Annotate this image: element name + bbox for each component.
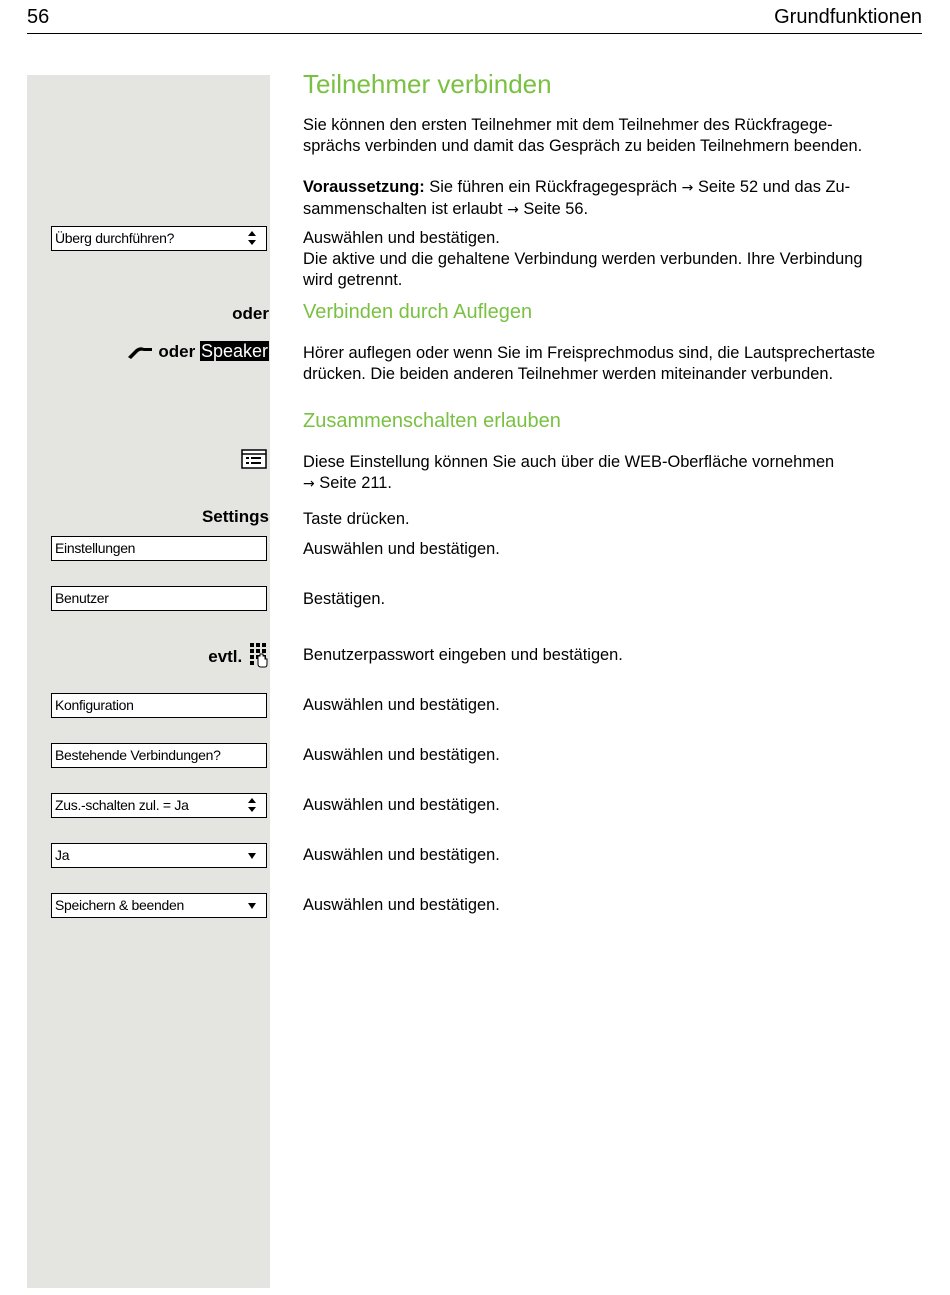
subheading-zusammenschalten: Zusammenschalten erlauben <box>303 410 561 432</box>
evtl-keypad <box>208 642 269 668</box>
arrow-icon: → <box>507 202 519 218</box>
step-line: Die aktive und die gehaltene Verbindung werden verbunden. Ihre Verbindung <box>303 250 863 268</box>
step-line: Diese Einstellung können Sie auch über die WEB-Oberfläche vornehmen <box>303 453 835 471</box>
down-arrow-icon <box>248 903 256 909</box>
updown-arrow-icon <box>248 798 256 812</box>
evtl-label: evtl. <box>208 647 243 666</box>
step-text <box>303 228 923 291</box>
prerequisite-text: Seite 56. <box>518 200 589 218</box>
menu-option-label: Speichern & beenden <box>55 897 184 913</box>
menu-option-label: Einstellungen <box>55 540 136 556</box>
down-arrow-icon <box>248 853 256 859</box>
menu-option-uberg-durchfuehren[interactable] <box>51 226 267 251</box>
updown-arrow-icon <box>248 231 256 245</box>
subheading-verbinden: Verbinden durch Auflegen <box>303 301 533 323</box>
intro-line: sprächs verbinden und damit das Gespräch zu beiden Teilnehmern beenden. <box>303 137 863 155</box>
menu-option-benutzer[interactable] <box>51 586 267 611</box>
prerequisite-text: sammenschalten ist erlaubt <box>303 200 508 218</box>
menu-option-label: Benutzer <box>55 590 109 606</box>
page-heading: Teilnehmer verbinden <box>303 69 552 99</box>
oder-label: oder <box>158 342 196 361</box>
step-text: Benutzerpasswort eingeben und bestätigen. <box>303 646 623 664</box>
hangup-or-speaker <box>126 341 269 362</box>
menu-option-label: Ja <box>55 847 70 863</box>
prerequisite-text: Seite 52 und das Zu- <box>693 178 851 196</box>
prerequisite-label: Voraussetzung: <box>303 178 425 196</box>
step-text: Auswählen und bestätigen. <box>303 540 500 558</box>
settings-key[interactable]: Settings <box>201 507 269 526</box>
oder-label: oder <box>232 304 269 323</box>
arrow-icon: → <box>303 476 315 492</box>
menu-option-einstellungen[interactable] <box>51 536 267 561</box>
page-number: 56 <box>27 6 50 28</box>
step-text: Bestätigen. <box>303 590 386 608</box>
hangup-paragraph <box>303 343 923 385</box>
prerequisite-paragraph <box>303 177 923 221</box>
menu-option-ja[interactable] <box>51 843 267 868</box>
header-rule <box>27 33 922 34</box>
step-line: Hörer auflegen oder wenn Sie im Freisprechmodus sind, die Lautsprechertaste <box>303 344 876 362</box>
step-line: wird getrennt. <box>303 271 403 289</box>
menu-option-bestehende-verbindungen[interactable] <box>51 743 267 768</box>
menu-option-label: Zus.-schalten zul. = Ja <box>55 797 189 813</box>
menu-option-konfiguration[interactable] <box>51 693 267 718</box>
step-text: Auswählen und bestätigen. <box>303 696 500 714</box>
step-text: Auswählen und bestätigen. <box>303 746 500 764</box>
menu-option-label: Überg durchführen? <box>55 230 175 246</box>
step-line: Seite 211. <box>314 474 392 492</box>
web-paragraph <box>303 452 923 495</box>
menu-option-label: Konfiguration <box>55 697 134 713</box>
keypad-icon[interactable] <box>249 642 269 668</box>
intro-paragraph <box>303 115 923 157</box>
prerequisite-text: Sie führen ein Rückfragegespräch <box>424 178 682 196</box>
step-line: Auswählen und bestätigen. <box>303 229 500 247</box>
step-text: Auswählen und bestätigen. <box>303 846 500 864</box>
arrow-icon: → <box>681 180 694 196</box>
step-line: drücken. Die beiden anderen Teilnehmer werden miteinander verbunden. <box>303 365 833 383</box>
handset-hangup-icon <box>126 343 154 359</box>
menu-option-label: Bestehende Verbindungen? <box>55 747 221 763</box>
sidebar-panel <box>27 75 270 1288</box>
section-title: Grundfunktionen <box>774 6 922 28</box>
menu-list-icon[interactable] <box>241 449 267 469</box>
step-text: Auswählen und bestätigen. <box>303 796 500 814</box>
step-text: Auswählen und bestätigen. <box>303 896 500 914</box>
intro-line: Sie können den ersten Teilnehmer mit dem Teilnehmer des Rückfragege- <box>303 116 833 134</box>
step-text: Taste drücken. <box>303 510 410 528</box>
menu-option-zusschalten[interactable] <box>51 793 267 818</box>
speaker-key[interactable]: Speaker <box>200 341 268 361</box>
menu-option-speichern[interactable] <box>51 893 267 918</box>
